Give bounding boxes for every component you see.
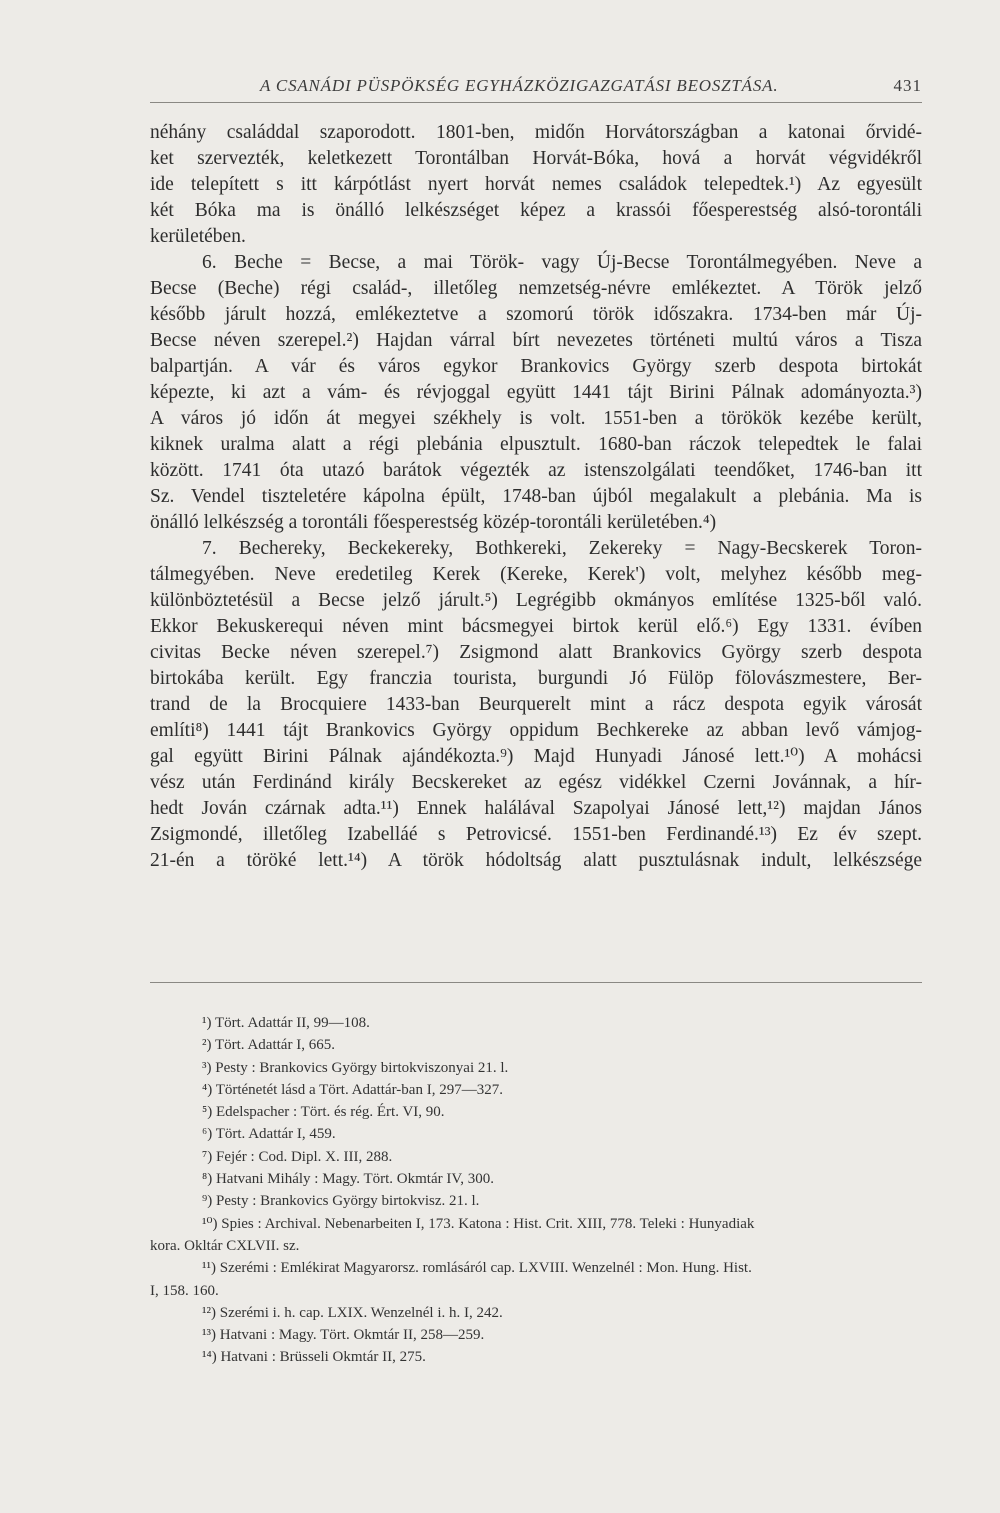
body-line: néhány családdal szaporodott. 1801-ben, midőn Horvátországban a katonai őrvidé- <box>150 122 922 143</box>
body-line: Becse (Beche) régi család-, illetőleg nemzetség-névre emlékeztet. A Török jelző <box>150 278 922 299</box>
footnote: kora. Okltár CXLVII. sz. <box>150 1237 300 1254</box>
body-line: között. 1741 óta utazó barátok végezték az istenszolgálati teendőket, 1746-ban itt <box>150 460 922 481</box>
body-line: Zsigmondé, illetőleg Izabelláé s Petrovicsé. 1551-ben Ferdinandé.¹³) Ez év szept. <box>150 824 922 845</box>
body-line: civitas Becke néven szerepel.⁷) Zsigmond alatt Brankovics György szerb despota <box>150 642 922 663</box>
body-line: említi⁸) 1441 tájt Brankovics György oppidum Bechkereke az abban levő vámjog- <box>150 720 922 741</box>
body-line: kerületében. <box>150 226 246 247</box>
body-line: önálló lelkészség a torontáli főesperestség közép-torontáli kerületében.⁴) <box>150 512 717 533</box>
page-header <box>150 72 922 103</box>
footnote: ⁷) Fejér : Cod. Dipl. X. III, 288. <box>202 1148 393 1165</box>
footnote: ⁴) Történetét lásd a Tört. Adattár-ban I, 297—327. <box>202 1081 503 1098</box>
footnote: ¹⁴) Hatvani : Brüsseli Okmtár II, 275. <box>202 1349 426 1366</box>
body-line: különböztetésül a Becse jelző járult.⁵) Legrégibb okmányos említése 1325-ből való. <box>150 590 922 611</box>
body-line: Ekkor Bekuskerequi néven mint bácsmegyei birtok kerül elő.⁶) Egy 1331. évíben <box>150 616 922 637</box>
body-line: Becse néven szerepel.²) Hajdan várral bírt nevezetes történeti multú város a Tisza <box>150 330 922 351</box>
body-line: két Bóka ma is önálló lelkészséget képez a krassói főesperestség alsó-torontáli <box>150 200 922 221</box>
footnote: ¹²) Szerémi i. h. cap. LXIX. Wenzelnél i. h. I, 242. <box>202 1304 503 1321</box>
footnote-divider <box>150 982 922 983</box>
body-line: kiknek uralma alatt a régi plebánia elpusztult. 1680-ban ráczok telepedtek le falai <box>150 434 922 455</box>
body-line: 21-én a töröké lett.¹⁴) A török hódoltság alatt pusztulásnak indult, lelkészsége <box>150 850 922 871</box>
footnote: ¹⁰) Spies : Archival. Nebenarbeiten I, 173. Katona : Hist. Crit. XIII, 778. Teleki : Hunyadiak <box>202 1215 755 1232</box>
footnote: ⁹) Pesty : Brankovics György birtokvisz. 21. l. <box>202 1193 480 1210</box>
body-line: gal együtt Birini Pálnak ajándékozta.⁹) Majd Hunyadi Jánosé lett.¹⁰) A mohácsi <box>150 746 922 767</box>
footnote: ⁶) Tört. Adattár I, 459. <box>202 1126 336 1143</box>
body-line: hedt Jován czárnak adta.¹¹) Ennek halálával Szapolyai Jánosé lett,¹²) majdan János <box>150 798 922 819</box>
footnote: ¹) Tört. Adattár II, 99—108. <box>202 1015 370 1031</box>
body-line: birtokába került. Egy franczia tourista, burgundi Jó Fülöp fölovászmestere, Ber- <box>150 668 922 689</box>
body-line: 7. Bechereky, Beckekereky, Bothkereki, Zekereky = Nagy-Becskerek Toron- <box>202 538 922 559</box>
body-line: trand de la Brocquiere 1433-ban Beurquerelt mint a rácz despota egyik városát <box>150 694 922 715</box>
body-line: később járult hozzá, emlékeztetve a szomorú török időszakra. 1734-ben már Új- <box>150 304 922 325</box>
body-line: képezte, ki azt a vám- és révjoggal együtt 1441 tájt Birini Pálnak adományozta.³) <box>150 382 922 403</box>
footnote: ³) Pesty : Brankovics György birtokviszonyai 21. l. <box>202 1059 509 1076</box>
footnote: ¹¹) Szerémi : Emlékirat Magyarorsz. romlásáról cap. LXVIII. Wenzelnél : Mon. Hung. Hist. <box>202 1260 752 1277</box>
body-line: 6. Beche = Becse, a mai Török- vagy Új-Becse Torontálmegyében. Neve a <box>202 252 922 273</box>
footnote: ²) Tört. Adattár I, 665. <box>202 1037 335 1054</box>
body-line: balpartján. A vár és város egykor Brankovics György szerb despota birtokát <box>150 356 922 377</box>
running-title: A CSANÁDI PÜSPÖKSÉG EGYHÁZKÖZIGAZGATÁSI BEOSZTÁSA. <box>260 76 779 95</box>
body-line: tálmegyében. Neve eredetileg Kerek (Kereke, Kerek') volt, melyhez később meg- <box>150 564 922 585</box>
footnotes <box>150 1012 922 1369</box>
body-line: ide telepített s itt kárpótlást nyert horvát nemes családok telepedtek.¹) Az egyesült <box>150 174 922 195</box>
body-line: A város jó időn át megyei székhely is volt. 1551-ben a törökök kezébe került, <box>150 408 922 429</box>
body-line: Sz. Vendel tiszteletére kápolna épült, 1748-ban újból megalakult a plebánia. Ma is <box>150 486 922 507</box>
page-number: 431 <box>893 76 922 95</box>
body-line: ket szervezték, keletkezett Torontálban Horvát-Bóka, hová a horvát végvidékről <box>150 148 922 169</box>
footnote: I, 158. 160. <box>150 1282 219 1299</box>
body-line: vész után Ferdinánd király Becskereket az egész vidékkel Czerni Jovánnak, a hír- <box>150 772 922 793</box>
body-text <box>150 120 922 874</box>
footnote: ⁸) Hatvani Mihály : Magy. Tört. Okmtár IV, 300. <box>202 1171 494 1188</box>
footnote: ⁵) Edelspacher : Tört. és rég. Ért. VI, 90. <box>202 1104 445 1121</box>
footnote: ¹³) Hatvani : Magy. Tört. Okmtár II, 258—259. <box>202 1327 485 1344</box>
